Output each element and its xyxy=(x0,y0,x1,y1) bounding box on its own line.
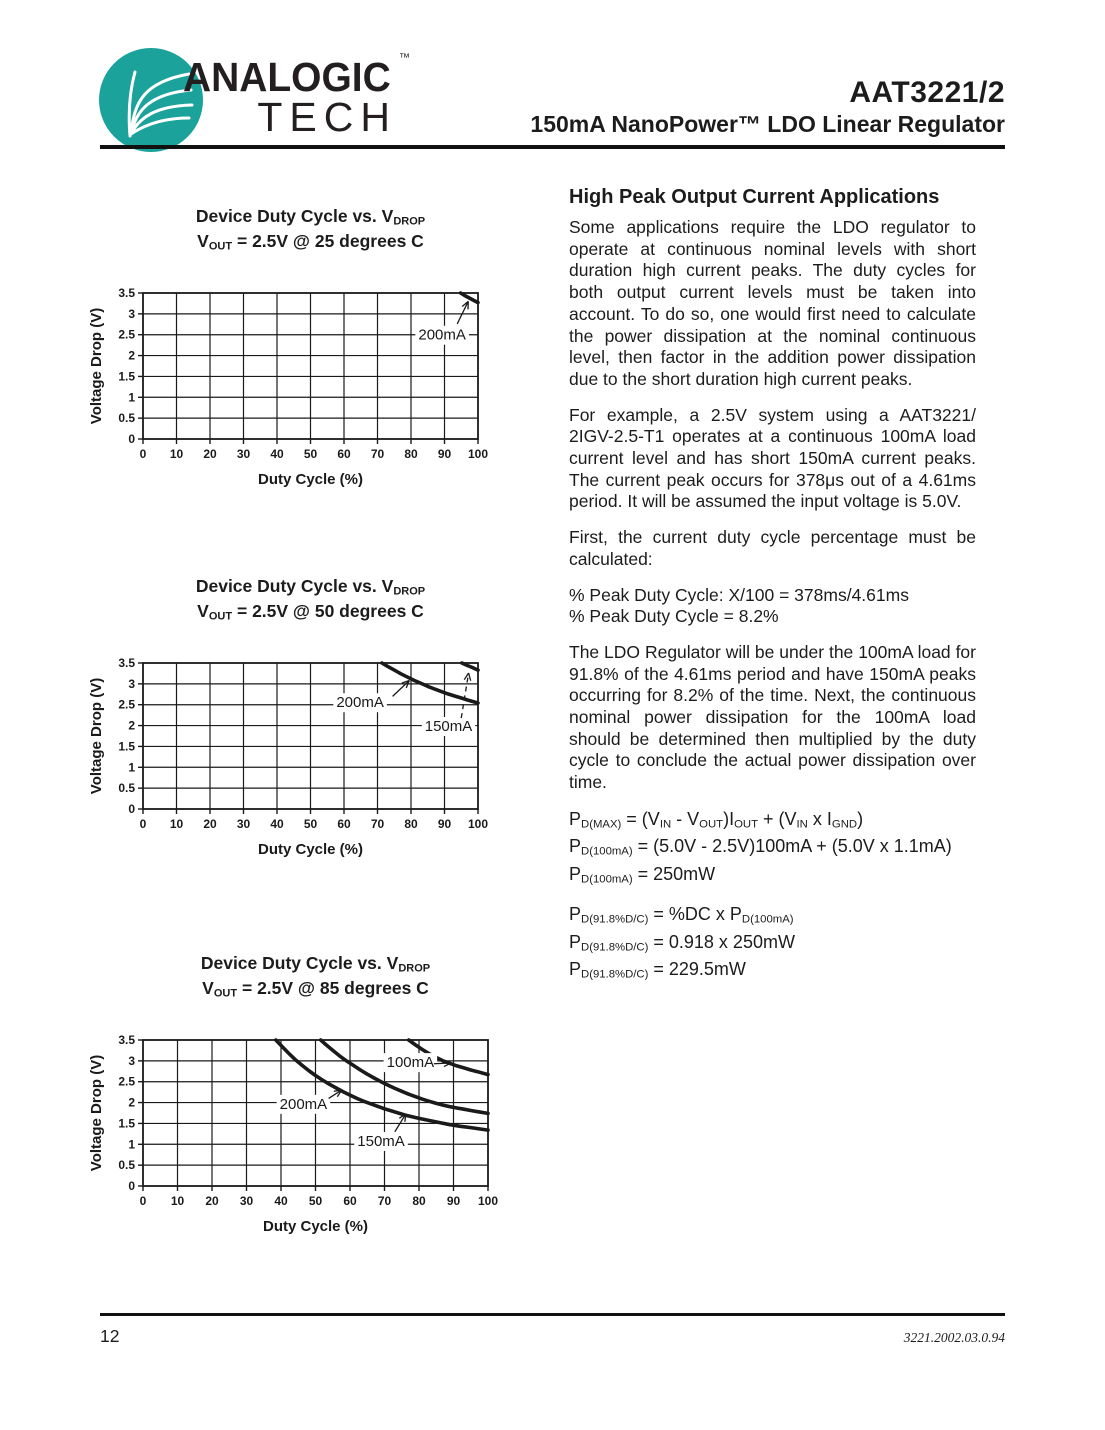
svg-text:3: 3 xyxy=(128,306,135,321)
body-text-column xyxy=(569,186,976,999)
svg-text:100: 100 xyxy=(467,447,489,461)
paragraph: For example, a 2.5V system using a AAT3221/ 2IGV-2.5-T1 operates at a continuous 100mA load current level and has short 150mA current peaks. The current peak occurs for 378μs out of a 4.61ms period. It will be assumed the input voltage is 5.0V. xyxy=(569,404,976,512)
chart-block-85c xyxy=(85,953,525,1253)
chart-subtitle: $V_{OUT} = 2.5V$ @ 85 degrees C xyxy=(202,978,429,1000)
svg-text:40: 40 xyxy=(274,1194,288,1208)
chart-block-50c xyxy=(85,576,525,876)
duty-cycle-chart-85c xyxy=(85,1027,520,1247)
trademark-symbol: ™ xyxy=(399,52,410,64)
curve-200mA xyxy=(461,293,478,303)
duty-cycle-line: % Peak Duty Cycle = 8.2% xyxy=(569,606,779,627)
logo-text-tech: TECH xyxy=(257,94,397,140)
svg-text:30: 30 xyxy=(239,1194,254,1208)
grid xyxy=(143,293,478,439)
svg-text:0.5: 0.5 xyxy=(118,781,135,796)
equation: $P_{D(100mA)} = 250mW$ xyxy=(569,863,716,886)
svg-text:100: 100 xyxy=(477,1194,499,1208)
curve-150mA xyxy=(462,663,478,670)
svg-text:60: 60 xyxy=(343,1194,357,1208)
svg-text:200mA: 200mA xyxy=(418,326,466,344)
section-heading: High Peak Output Current Applications xyxy=(569,186,940,208)
svg-text:100mA: 100mA xyxy=(386,1054,435,1072)
equation: $P_{D(100mA)} = (5.0V - 2.5V)100mA + (5.0V$ x 1.1mA) xyxy=(569,836,952,858)
chart-subtitle: $V_{OUT} = 2.5V$ @ 25 degrees C xyxy=(197,231,424,253)
annotation-200mA xyxy=(333,681,409,713)
ticks xyxy=(138,293,478,444)
svg-text:60: 60 xyxy=(337,447,351,461)
document-code: 3221.2002.03.0.94 xyxy=(903,1330,1005,1345)
equation: $P_{D(91.8\%D/C)} = \%DC$ x $P_{D(100mA)}$ xyxy=(569,904,794,926)
svg-text:50: 50 xyxy=(303,817,318,831)
equation: $P_{D(91.8\%D/C)} = 0.918$ x 250mW xyxy=(569,931,795,954)
chart-block-25c xyxy=(85,206,525,506)
svg-text:20: 20 xyxy=(203,447,217,461)
svg-text:1: 1 xyxy=(128,760,135,775)
duty-cycle-chart-50c xyxy=(85,650,520,870)
y-axis-title: Voltage Drop (V) xyxy=(88,677,105,795)
svg-text:150mA: 150mA xyxy=(357,1132,405,1150)
paragraph: The LDO Regulator will be under the 100mA load for 91.8% of the 4.61ms period and have 150mA peaks occurring for 8.2% of the time. Next, the continuous nominal power dissipation for the 100mA load should be determined then multiplied by the duty cycle to conclude the actual power dissipation over time. xyxy=(569,641,976,793)
svg-text:0: 0 xyxy=(139,817,147,831)
svg-text:100: 100 xyxy=(467,817,489,831)
svg-text:10: 10 xyxy=(169,447,184,461)
chart-svg xyxy=(85,280,520,495)
x-axis-title: Duty Cycle (%) xyxy=(262,1218,369,1235)
svg-text:1: 1 xyxy=(128,390,135,405)
paragraph: Some applications require the LDO regulator to operate at continuous nominal levels with short duration high current peaks. The duty cycles for both output current levels must be taken into account. To do so, one would first need to calculate the power dissipation at the nominal continuous level, then factor in the addition power dissipation due to the short duration high current peaks. xyxy=(569,217,976,389)
chart-svg xyxy=(85,650,520,865)
svg-text:200mA: 200mA xyxy=(336,694,384,712)
paragraph: First, the current duty cycle percentage must be calculated: xyxy=(569,527,976,569)
svg-text:70: 70 xyxy=(370,817,385,831)
chart-svg xyxy=(85,1027,520,1242)
svg-text:0: 0 xyxy=(139,1194,147,1208)
svg-text:2.5: 2.5 xyxy=(118,697,135,712)
svg-text:90: 90 xyxy=(437,447,452,461)
chart-title: Device Duty Cycle vs. $V_{DROP}$ xyxy=(195,206,426,228)
page-number: 12 xyxy=(100,1326,120,1346)
svg-text:0: 0 xyxy=(128,432,135,446)
svg-text:40: 40 xyxy=(270,447,284,461)
svg-text:3.5: 3.5 xyxy=(118,656,135,670)
svg-text:0.5: 0.5 xyxy=(118,411,135,426)
svg-text:50: 50 xyxy=(308,1194,323,1208)
annotation-150mA xyxy=(354,1114,408,1151)
svg-text:70: 70 xyxy=(377,1194,392,1208)
svg-text:80: 80 xyxy=(404,447,418,461)
chart-subtitle: $V_{OUT} = 2.5V$ @ 50 degrees C xyxy=(197,601,424,623)
svg-text:2.5: 2.5 xyxy=(118,327,135,342)
annotation-100mA xyxy=(384,1053,451,1072)
part-number: AAT3221/2 xyxy=(849,76,1005,109)
logo-text-analogic: ANALOGIC xyxy=(183,54,391,100)
svg-text:2.5: 2.5 xyxy=(118,1074,135,1089)
power-dissipation-equations xyxy=(569,808,976,890)
svg-text:30: 30 xyxy=(236,817,251,831)
svg-text:2: 2 xyxy=(128,1095,135,1110)
document-subtitle: 150mA NanoPower™ LDO Linear Regulator xyxy=(530,111,1005,137)
curve-200mA xyxy=(382,663,478,703)
svg-text:150mA: 150mA xyxy=(424,717,473,735)
svg-text:3: 3 xyxy=(128,1053,135,1068)
chart-title: Device Duty Cycle vs. $V_{DROP}$ xyxy=(200,953,431,975)
svg-text:80: 80 xyxy=(412,1194,426,1208)
duty-cycle-line: % Peak Duty Cycle: X/100 = 378ms/4.61ms xyxy=(569,584,909,605)
svg-text:1.5: 1.5 xyxy=(118,1116,135,1131)
svg-text:1.5: 1.5 xyxy=(118,739,135,754)
duty-cycle-chart-25c xyxy=(85,280,520,500)
duty-cycle-calculation xyxy=(569,585,976,628)
svg-text:2: 2 xyxy=(128,718,135,733)
equation: $P_{D(91.8\%D/C)} = 229.5mW$ xyxy=(569,959,746,981)
svg-text:0.5: 0.5 xyxy=(118,1158,135,1173)
equation: $P_{D(MAX)} = (V_{IN} - V_{OUT})I_{OUT} + (V_{IN}$ x $I_{GND}$) xyxy=(569,808,864,831)
svg-text:70: 70 xyxy=(370,447,385,461)
header-rule xyxy=(100,145,1005,149)
svg-text:60: 60 xyxy=(337,817,351,831)
x-axis-title: Duty Cycle (%) xyxy=(257,471,364,488)
svg-text:0: 0 xyxy=(128,802,135,816)
svg-text:10: 10 xyxy=(169,817,184,831)
svg-text:1.5: 1.5 xyxy=(118,369,135,384)
svg-text:2: 2 xyxy=(128,348,135,363)
svg-text:30: 30 xyxy=(236,447,251,461)
svg-text:90: 90 xyxy=(437,817,452,831)
svg-text:200mA: 200mA xyxy=(279,1095,328,1113)
svg-text:0: 0 xyxy=(128,1179,135,1193)
svg-text:10: 10 xyxy=(170,1194,185,1208)
y-axis-title: Voltage Drop (V) xyxy=(88,1054,105,1172)
duty-cycle-power-equations xyxy=(569,903,976,985)
y-axis-title: Voltage Drop (V) xyxy=(88,307,105,425)
svg-text:80: 80 xyxy=(404,817,418,831)
svg-text:90: 90 xyxy=(446,1194,461,1208)
curve-200mA xyxy=(276,1040,488,1130)
svg-text:50: 50 xyxy=(303,447,318,461)
svg-text:40: 40 xyxy=(270,817,284,831)
x-axis-title: Duty Cycle (%) xyxy=(257,841,364,858)
svg-text:1: 1 xyxy=(128,1137,135,1152)
svg-text:3.5: 3.5 xyxy=(118,1033,135,1047)
chart-title: Device Duty Cycle vs. $V_{DROP}$ xyxy=(195,576,426,598)
annotation-200mA xyxy=(277,1090,342,1114)
footer-rule xyxy=(100,1313,1005,1316)
svg-text:0: 0 xyxy=(139,447,147,461)
svg-text:20: 20 xyxy=(203,817,217,831)
svg-text:20: 20 xyxy=(205,1194,219,1208)
svg-text:3.5: 3.5 xyxy=(118,286,135,300)
svg-text:3: 3 xyxy=(128,676,135,691)
annotation-200mA xyxy=(415,301,469,344)
